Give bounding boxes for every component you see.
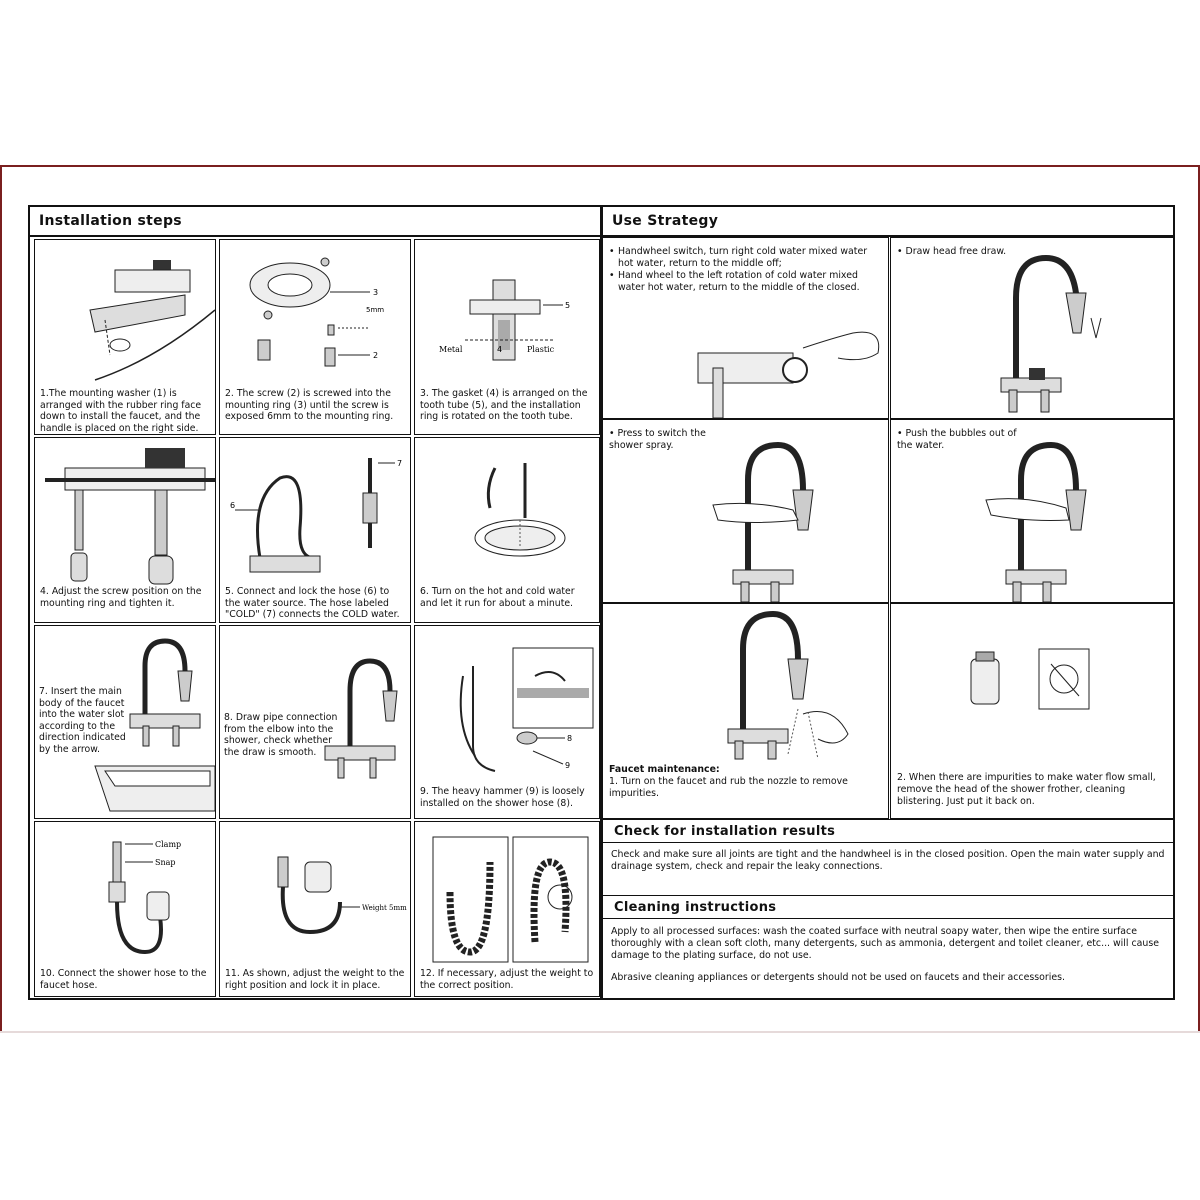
cleaning-title: Cleaning instructions: [603, 895, 1173, 919]
step-2-label-5mm: 5mm: [366, 306, 385, 314]
use-spray-cell: [603, 419, 889, 603]
step-1-caption: 1.The mounting washer (1) is arranged with the rubber ring face down to install the faucet, and the handle is placed on the right side.: [40, 388, 202, 434]
step-11-caption: 11. As shown, adjust the weight to the right position and lock it in place.: [225, 968, 405, 991]
use-handwheel-cell: [603, 237, 889, 419]
step-5-label-7: 7: [397, 459, 403, 468]
maintenance-1-text: [609, 764, 886, 800]
step-10-cell: [34, 821, 216, 997]
step-8-cell: [219, 625, 411, 819]
maintenance-1-label: 1. Turn on the faucet and rub the nozzle to remove impurities.: [609, 776, 848, 799]
use-strategy-panel: [601, 205, 1175, 1000]
use-spray-text: • Press to switch the shower spray.: [609, 428, 706, 451]
step-9-caption: 9. The heavy hammer (9) is loosely installed on the shower hose (8).: [420, 786, 585, 809]
bubbles-illustration: [891, 420, 1174, 603]
cleaning-text-2: Abrasive cleaning appliances or detergents should not be used on faucets and their accessories.: [611, 972, 1065, 983]
use-bubbles-label: Push the bubbles out of the water.: [897, 428, 1017, 451]
step-3-cell: [414, 239, 600, 435]
step-9-label-9: 9: [565, 761, 571, 770]
step-2-illustration: [220, 240, 411, 390]
draw-head-illustration: [891, 238, 1174, 419]
use-draw-head-label: Draw head free draw.: [905, 246, 1007, 257]
step-9-cell: [414, 625, 600, 819]
spray-illustration: [603, 420, 889, 603]
step-6-caption: 6. Turn on the hot and cold water and let it run for about a minute.: [420, 586, 575, 609]
step-10-illustration: [35, 822, 216, 972]
step-8-caption: 8. Draw pipe connection from the elbow into the shower, check whether the draw is smooth.: [224, 712, 338, 758]
use-handwheel-bullet-1: • Handwheel switch, turn right cold water mixed water hot water, return to the middle off;: [609, 246, 882, 270]
step-3-label-4: 4: [497, 345, 503, 354]
step-1-illustration: [35, 240, 216, 390]
step-5-illustration: [220, 438, 411, 588]
maintenance-2-cell: [890, 603, 1174, 819]
step-3-label-metal: Metal: [439, 345, 463, 354]
installation-title: Installation steps: [30, 207, 600, 237]
check-results-title: Check for installation results: [603, 819, 1173, 843]
maintenance-2-label: 2. When there are impurities to make water flow small, remove the head of the shower frother, cleaning blistering. Just put it back on.: [897, 772, 1156, 807]
installation-panel: [28, 205, 602, 1000]
handwheel-illustration: [603, 238, 889, 419]
step-11-cell: [219, 821, 411, 997]
step-5-caption: 5. Connect and lock the hose (6) to the water source. The hose labeled "COLD" (7) connects the COLD water.: [225, 586, 400, 620]
step-3-caption: 3. The gasket (4) is arranged on the tooth tube (5), and the installation ring is rotated on the tooth tube.: [420, 388, 588, 422]
maintenance-title: Faucet maintenance:: [609, 764, 720, 775]
step-2-label-2: 2: [373, 351, 379, 360]
step-3-label-5: 5: [565, 301, 571, 310]
step-3-illustration: [415, 240, 600, 390]
use-draw-head-cell: [890, 237, 1174, 419]
step-3-label-plastic: Plastic: [527, 345, 555, 354]
step-11-illustration: [220, 822, 411, 972]
use-spray-label: Press to switch the shower spray.: [609, 428, 706, 451]
step-6-illustration: [415, 438, 600, 588]
use-draw-head-text: • Draw head free draw.: [897, 246, 1007, 257]
step-4-illustration: [35, 438, 216, 588]
step-4-caption: 4. Adjust the screw position on the mounting ring and tighten it.: [40, 586, 202, 609]
step-7-cell: [34, 625, 216, 819]
step-2-label-3: 3: [373, 288, 379, 297]
step-5-cell: [219, 437, 411, 623]
use-handwheel-bullet-2: • Hand wheel to the left rotation of cold water mixed water hot water, return to the middle of the closed.: [609, 270, 882, 294]
step-12-illustration: [415, 822, 600, 972]
use-bubbles-cell: [890, 419, 1174, 603]
cleaning-text-1: Apply to all processed surfaces: wash the coated surface with neutral soapy water, then wipe the entire surface thoroughly with a clean soft cloth, many detergents, such as ammonia, detergent and toilet cleaner, etc... will cause damage to the plating surface, do not use.: [611, 926, 1159, 961]
step-10-label-snap: Snap: [155, 858, 176, 867]
step-4-cell: [34, 437, 216, 623]
step-7-caption: 7. Insert the main body of the faucet into the water slot according to the direction indicated by the arrow.: [39, 686, 126, 755]
step-10-label-clamp: Clamp: [155, 840, 182, 849]
step-10-caption: 10. Connect the shower hose to the faucet hose.: [40, 968, 207, 991]
step-5-label-6: 6: [230, 501, 236, 510]
instruction-sheet: [0, 165, 1200, 1033]
step-9-label-8: 8: [567, 734, 573, 743]
check-results-text: Check and make sure all joints are tight and the handwheel is in the closed position. Open the main water supply and drainage system, check and repair the leaky connections.: [611, 849, 1165, 872]
step-6-cell: [414, 437, 600, 623]
use-strategy-title: Use Strategy: [603, 207, 1173, 237]
maintenance-1-cell: [603, 603, 889, 819]
step-1-cell: [34, 239, 216, 435]
step-11-label-weight: Weight 5mm: [362, 904, 407, 912]
step-2-cell: [219, 239, 411, 435]
step-2-caption: 2. The screw (2) is screwed into the mounting ring (3) until the screw is exposed 6mm to the mounting ring.: [225, 388, 394, 422]
step-12-caption: 12. If necessary, adjust the weight to the correct position.: [420, 968, 594, 991]
use-bubbles-text: • Push the bubbles out of the water.: [897, 428, 1017, 451]
step-12-cell: [414, 821, 600, 997]
